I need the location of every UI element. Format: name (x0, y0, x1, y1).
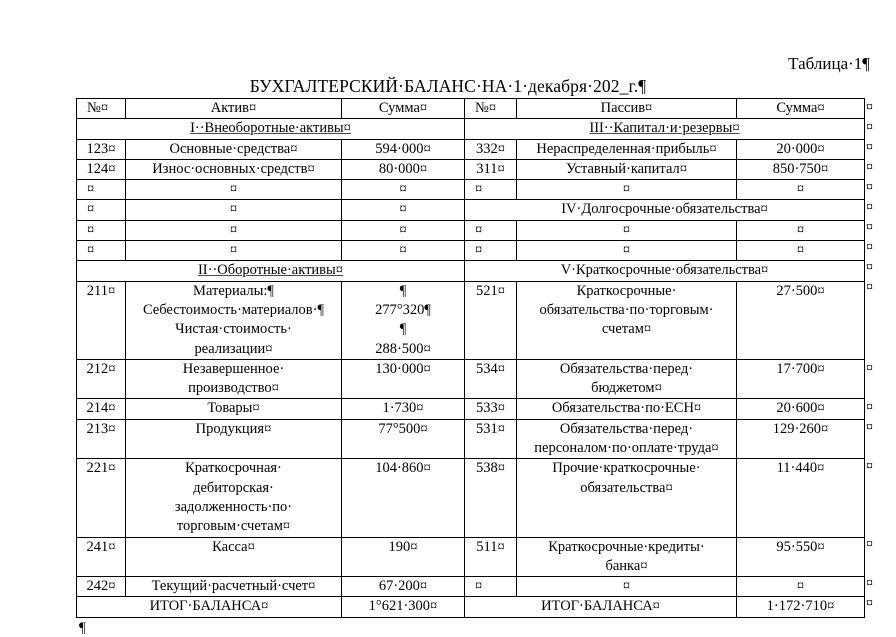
asset-name: Износ·основных·средств¤ (126, 159, 342, 179)
asset-name: Текущий·расчетный·счет¤ (126, 577, 342, 597)
account-no: 123¤ (77, 139, 126, 159)
account-no: 311¤ (465, 159, 517, 179)
total-liabilities: 1·172·710¤ (737, 597, 865, 617)
liability-sum: 95·550¤ (737, 537, 865, 577)
text-line: Материалы:¶ (193, 282, 274, 299)
account-no: 241¤ (77, 537, 126, 577)
section-row (77, 200, 865, 220)
header-sum: Сумма¤ (342, 99, 465, 119)
document-title: БУХГАЛТЕРСКИЙ·БАЛАНС·НА·1·декабря·202_г.¶ (249, 76, 647, 96)
section-title: I··Внеоборотные·активы¤ (190, 120, 351, 137)
section-noncurrent-assets (77, 119, 465, 139)
asset-name: Товары¤ (126, 399, 342, 419)
empty-cell: ¤ (342, 180, 465, 200)
liability-sum: 850·750¤ (737, 159, 865, 179)
total-assets: 1°621·300¤ (342, 597, 465, 617)
text-line: счетам¤ (601, 321, 652, 338)
empty-cell: ¤ (465, 241, 517, 261)
table-row (77, 159, 865, 179)
section-long-term-liabilities: IV·Долгосрочные·обязательства¤ (465, 200, 865, 220)
total-label-liabilities: ИТОГ·БАЛАНСА¤ (465, 597, 737, 617)
text-line: Обязательства·перед· (559, 420, 694, 437)
text-line: обязательства·по·торговым· (539, 301, 714, 318)
text-line: ¶ (399, 321, 407, 338)
section-title: II··Оборотные·активы¤ (197, 262, 344, 279)
table-row (77, 399, 865, 419)
liability-sum: 17·700¤ (737, 359, 865, 399)
liability-sum: 20·600¤ (737, 399, 865, 419)
account-no: 521¤ (465, 281, 517, 359)
row-end-mark: ¤ (866, 120, 873, 135)
liability-name (517, 459, 737, 537)
empty-cell: ¤ (465, 180, 517, 200)
account-no: 531¤ (465, 419, 517, 459)
end-paragraph-mark: ¶ (79, 620, 86, 636)
text-line: Краткосрочная· (185, 460, 282, 477)
empty-cell: ¤ (737, 220, 865, 240)
text-line: банка¤ (605, 557, 648, 574)
asset-sum: 80·000¤ (342, 159, 465, 179)
empty-cell: ¤ (342, 241, 465, 261)
row-end-mark: ¤ (866, 280, 873, 295)
account-no: 124¤ (77, 159, 126, 179)
liability-name: Обязательства·по·ЕСН¤ (517, 399, 737, 419)
row-end-mark: ¤ (866, 361, 873, 376)
empty-cell: ¤ (517, 241, 737, 261)
empty-cell: ¤ (517, 577, 737, 597)
header-row (77, 99, 865, 119)
account-no: 511¤ (465, 537, 517, 577)
row-end-mark: ¤ (866, 400, 873, 415)
text-line: Себестоимость·материалов·¶ (142, 301, 325, 318)
empty-cell: ¤ (77, 220, 126, 240)
empty-cell: ¤ (342, 220, 465, 240)
text-line: Краткосрочные· (576, 282, 677, 299)
table-row (77, 139, 865, 159)
table-row (77, 359, 865, 399)
row-end-mark: ¤ (866, 260, 873, 275)
row-end-mark: ¤ (866, 100, 873, 115)
text-line: Чистая·стоимость· (175, 321, 292, 338)
asset-sum: 130·000¤ (342, 359, 465, 399)
empty-row (77, 241, 865, 261)
text-line: задолженность·по· (174, 498, 293, 515)
empty-row (77, 220, 865, 240)
row-end-mark: ¤ (866, 180, 873, 195)
header-liability: Пассив¤ (517, 99, 737, 119)
asset-sum: 104·860¤ (342, 459, 465, 537)
balance-sheet-table (76, 98, 865, 618)
empty-cell: ¤ (517, 180, 737, 200)
empty-cell: ¤ (126, 220, 342, 240)
empty-cell: ¤ (126, 241, 342, 261)
totals-row (77, 597, 865, 617)
header-no: №¤ (77, 99, 126, 119)
account-no: 214¤ (77, 399, 126, 419)
empty-cell: ¤ (126, 200, 342, 220)
text-line: Обязательства·перед· (559, 360, 694, 377)
empty-cell: ¤ (126, 180, 342, 200)
text-line: Незавершенное· (182, 360, 285, 377)
section-title: III··Капитал·и·резервы¤ (589, 120, 740, 137)
asset-sum: 67·200¤ (342, 577, 465, 597)
liability-sum: 129·260¤ (737, 419, 865, 459)
liability-sum: 20·000¤ (737, 139, 865, 159)
text-line: обязательства¤ (580, 479, 673, 496)
row-end-mark: ¤ (866, 420, 873, 435)
table-row (77, 537, 865, 577)
section-capital-reserves (465, 119, 865, 139)
text-line: персоналом·по·оплате·труда¤ (534, 440, 719, 457)
table-row (77, 459, 865, 537)
account-no: 533¤ (465, 399, 517, 419)
header-sum-liab: Сумма¤ (737, 99, 865, 119)
row-end-mark: ¤ (866, 596, 873, 611)
empty-cell: ¤ (77, 241, 126, 261)
row-end-mark: ¤ (866, 459, 873, 474)
text-line: дебиторская· (193, 479, 274, 496)
text-line: торговым·счетам¤ (176, 518, 291, 535)
asset-sum: 77°500¤ (342, 419, 465, 459)
row-end-mark: ¤ (866, 576, 873, 591)
asset-name: Продукция¤ (126, 419, 342, 459)
liability-name: Нераспределенная·прибыль¤ (517, 139, 737, 159)
header-no-liab: №¤ (465, 99, 517, 119)
empty-cell: ¤ (737, 241, 865, 261)
asset-name: Основные·средства¤ (126, 139, 342, 159)
text-line: 277°320¶ (375, 301, 431, 318)
account-no: 332¤ (465, 139, 517, 159)
empty-row (77, 180, 865, 200)
account-no: 242¤ (77, 577, 126, 597)
text-line: Прочие·краткосрочные· (552, 460, 701, 477)
table-caption: Таблица·1¶ (788, 54, 870, 73)
asset-name (126, 459, 342, 537)
asset-name: Касса¤ (126, 537, 342, 577)
table-row (77, 419, 865, 459)
section-row (77, 261, 865, 281)
asset-name (126, 359, 342, 399)
text-line: ¶ (399, 282, 407, 299)
liability-name (517, 359, 737, 399)
text-line: реализации¤ (194, 340, 273, 357)
liability-sum: 27·500¤ (737, 281, 865, 359)
liability-name: Уставный·капитал¤ (517, 159, 737, 179)
asset-sum: 594·000¤ (342, 139, 465, 159)
empty-cell: ¤ (342, 200, 465, 220)
empty-cell: ¤ (465, 220, 517, 240)
empty-cell: ¤ (77, 180, 126, 200)
empty-cell: ¤ (77, 200, 126, 220)
empty-cell: ¤ (517, 220, 737, 240)
text-line: бюджетом¤ (591, 380, 662, 397)
account-no: 538¤ (465, 459, 517, 537)
row-end-mark: ¤ (866, 160, 873, 175)
asset-sum (342, 281, 465, 359)
asset-sum: 1·730¤ (342, 399, 465, 419)
text-line: производство¤ (188, 380, 279, 397)
total-label-assets: ИТОГ·БАЛАНСА¤ (77, 597, 342, 617)
account-no: 534¤ (465, 359, 517, 399)
empty-cell: ¤ (465, 577, 517, 597)
liability-name (517, 281, 737, 359)
account-no: 212¤ (77, 359, 126, 399)
table-row (77, 281, 865, 359)
liability-name (517, 537, 737, 577)
text-line: 288·500¤ (375, 340, 431, 357)
row-end-mark: ¤ (866, 220, 873, 235)
text-line: Краткосрочные·кредиты· (548, 538, 705, 555)
row-end-mark: ¤ (866, 537, 873, 552)
header-asset: Актив¤ (126, 99, 342, 119)
section-current-assets (77, 261, 465, 281)
asset-sum: 190¤ (342, 537, 465, 577)
empty-cell: ¤ (737, 180, 865, 200)
empty-cell: ¤ (737, 577, 865, 597)
account-no: 221¤ (77, 459, 126, 537)
row-end-mark: ¤ (866, 200, 873, 215)
section-row (77, 119, 865, 139)
account-no: 213¤ (77, 419, 126, 459)
liability-name (517, 419, 737, 459)
row-end-mark: ¤ (866, 240, 873, 255)
liability-sum: 11·440¤ (737, 459, 865, 537)
section-short-term-liabilities: V·Краткосрочные·обязательства¤ (465, 261, 865, 281)
row-end-mark: ¤ (866, 140, 873, 155)
asset-name (126, 281, 342, 359)
account-no: 211¤ (77, 281, 126, 359)
table-row (77, 577, 865, 597)
